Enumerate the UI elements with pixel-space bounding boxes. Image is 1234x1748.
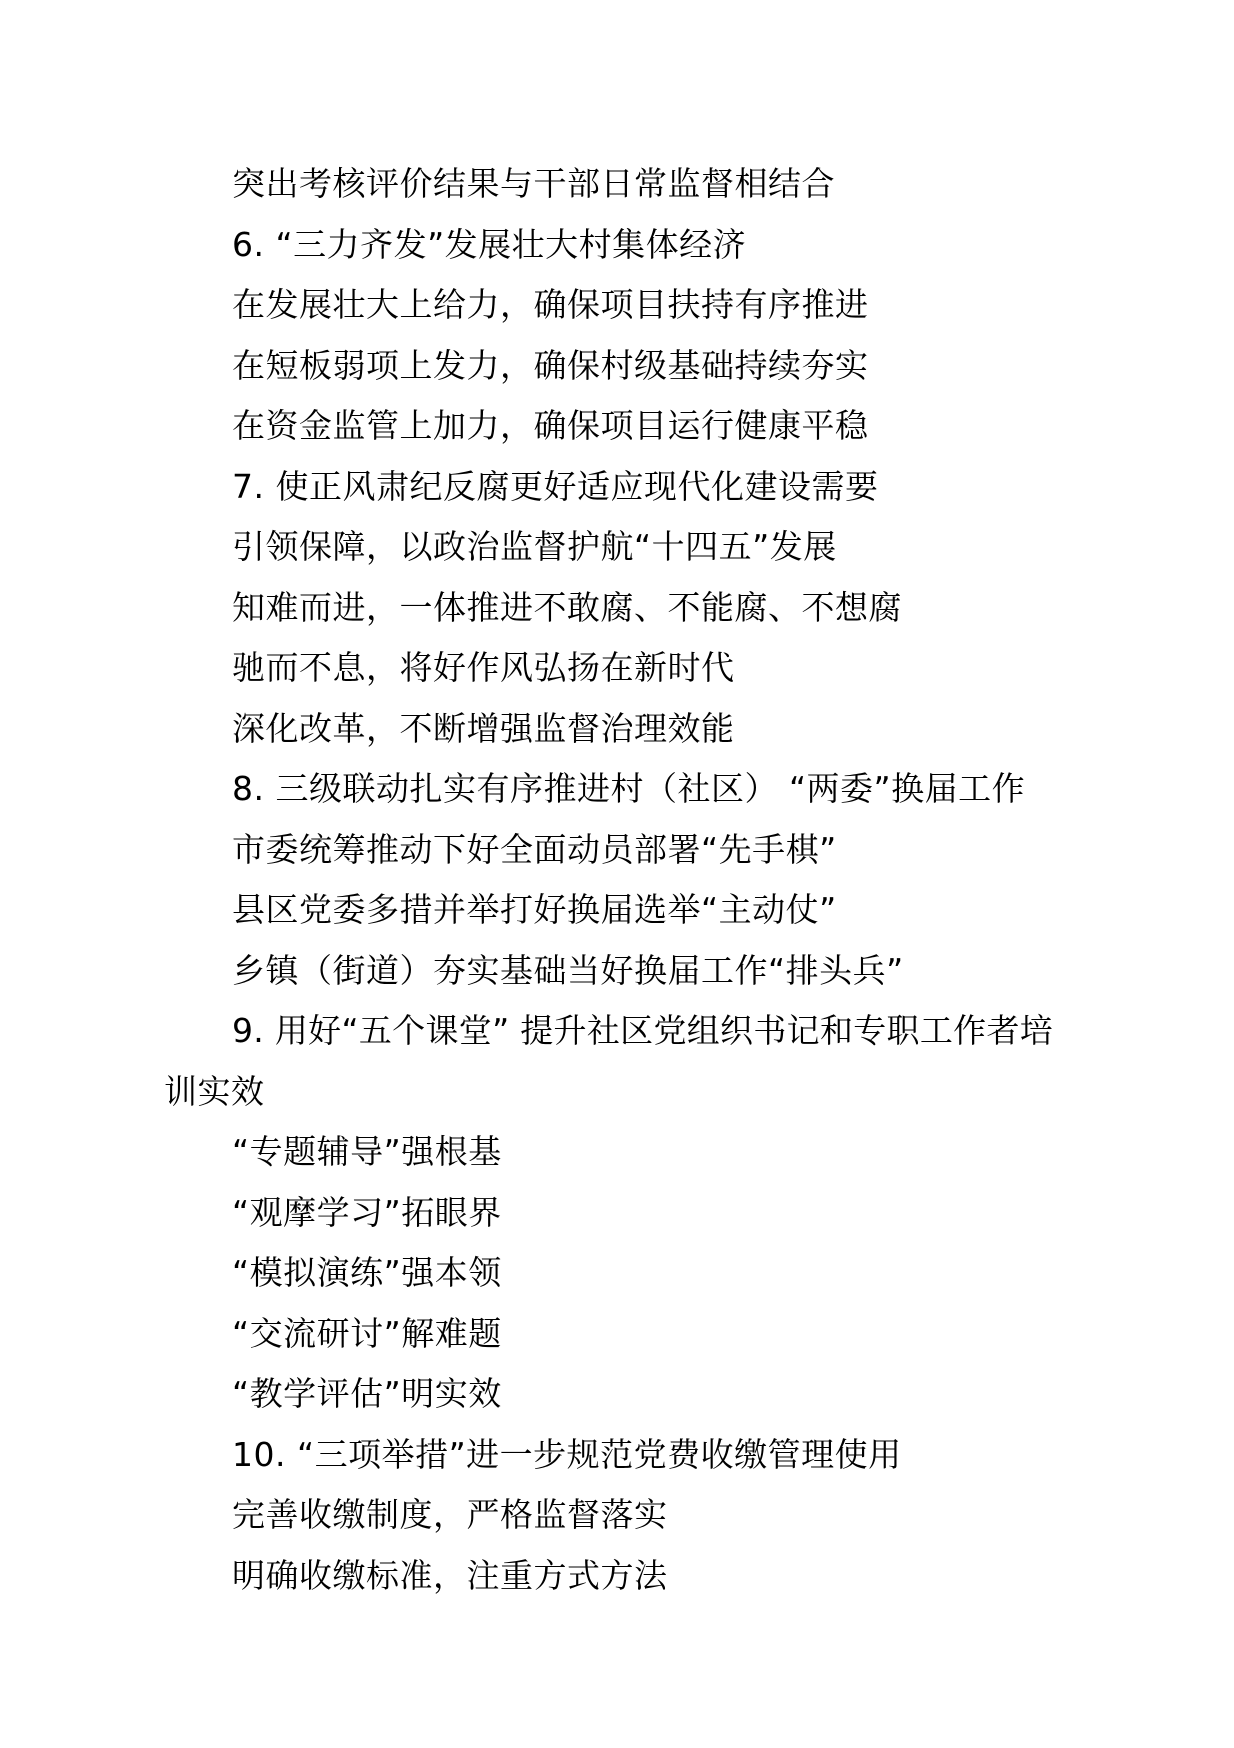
- text-line: 县区党委多措并举打好换届选举“主动仗”: [232, 890, 837, 929]
- text-line: 突出考核评价结果与干部日常监督相结合: [232, 164, 835, 203]
- document-body: [164, 154, 1104, 1606]
- text-line: 在资金监管上加力，确保项目运行健康平稳: [232, 406, 869, 445]
- text-line: 在短板弱项上发力，确保村级基础持续夯实: [232, 345, 869, 385]
- text-line: “教学评估”明实效: [232, 1374, 502, 1413]
- section-heading-10: 10. “三项举措”进一步规范党费收缴管理使用: [232, 1434, 902, 1474]
- section-heading-9: 9. 用好“五个课堂” 提升社区党组织书记和专职工作者培: [232, 1011, 1054, 1050]
- section-heading-6: 6. “三力齐发”发展壮大村集体经济: [232, 224, 747, 264]
- text-line: 知难而进，一体推进不敢腐、不能腐、不想腐: [232, 587, 902, 627]
- text-line: 驰而不息，将好作风弘扬在新时代: [232, 648, 735, 687]
- text-line: 在发展壮大上给力，确保项目扶持有序推进: [232, 285, 869, 324]
- section-heading-8: 8. 三级联动扎实有序推进村（社区） “两委”换届工作: [232, 769, 1026, 808]
- section-heading-9-continued: 训实效: [164, 1071, 265, 1111]
- text-line: “专题辅导”强根基: [232, 1132, 502, 1171]
- text-line: 市委统筹推动下好全面动员部署“先手棋”: [232, 829, 837, 869]
- section-heading-7: 7. 使正风肃纪反腐更好适应现代化建设需要: [232, 466, 879, 506]
- text-line: “模拟演练”强本领: [232, 1253, 502, 1292]
- text-line: 完善收缴制度，严格监督落实: [232, 1495, 668, 1534]
- text-line: 深化改革，不断增强监督治理效能: [232, 708, 735, 748]
- text-line: “交流研讨”解难题: [232, 1313, 502, 1353]
- text-line: 明确收缴标准，注重方式方法: [232, 1555, 668, 1595]
- text-line: “观摩学习”拓眼界: [232, 1192, 502, 1232]
- text-line: 引领保障，以政治监督护航“十四五”发展: [232, 527, 837, 566]
- text-line: 乡镇（街道）夯实基础当好换届工作“排头兵”: [232, 950, 904, 990]
